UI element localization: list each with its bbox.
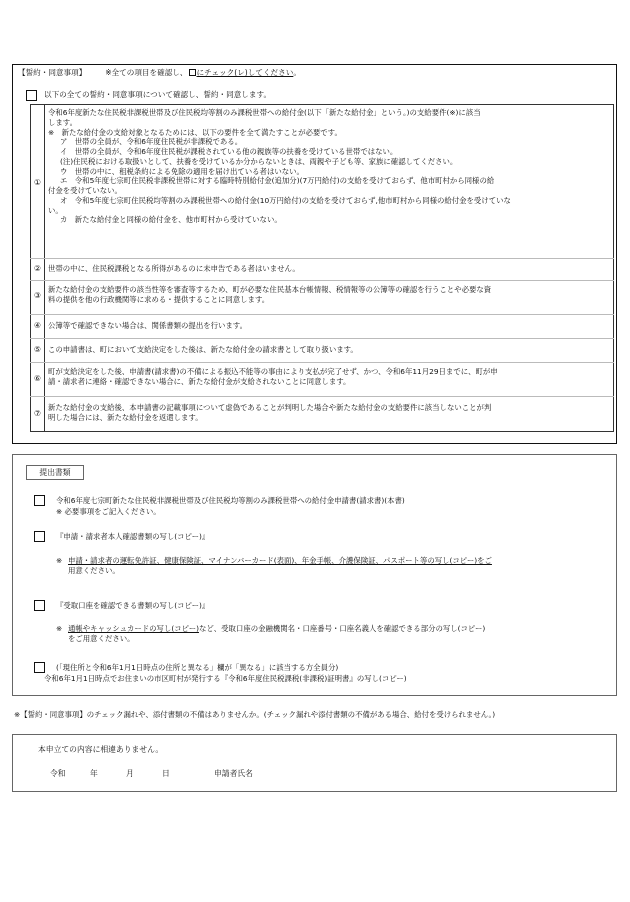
doc2-note: ※ 申請・請求者の運転免許証、健康保険証、マイナンバーカード(表面)、年金手帳、介護保険証、パスポート等の写し(コピー)をご 用意ください。 <box>56 556 492 575</box>
doc4-checkbox[interactable] <box>34 662 45 673</box>
pledge-instruction-underlined: にチェック(レ)してください <box>188 68 294 77</box>
doc1-checkbox[interactable] <box>34 495 45 506</box>
doc4-label-line2: 令和6年1月1日時点でお住まいの市区町村が発行する『令和6年度住民税課税(非課税)証明書』の写し(コピー) <box>44 674 407 683</box>
item-text-7: 新たな給付金の支給後、本申請書の記載事項について虚偽であることが判明した場合や新たな給付金の支給要件に該当しないことが判 明した場合には、新たな給付金を返還します。 <box>48 403 492 422</box>
pledge-number-column-divider <box>44 104 45 432</box>
pledge-title: 【誓約・同意事項】 <box>18 68 87 77</box>
applicant-name-label: 申請者氏名 <box>214 769 253 778</box>
item-number-6: ⑥ <box>33 374 42 383</box>
doc1-label: 令和6年度七宗町新たな住民税非課税世帯及び住民税均等割のみ課税世帯への給付金申請書(請求書)(本書) <box>56 496 405 505</box>
item-divider <box>30 396 614 397</box>
date-era-label: 令和 <box>50 769 66 778</box>
doc2-label: 『申請・請求者本人確認書類の写し(コピー)』 <box>56 532 210 541</box>
item-divider <box>30 362 614 363</box>
item-number-2: ② <box>33 264 42 273</box>
item-text-2: 世帯の中に、住民税課税となる所得があるのに未申告である者はいません。 <box>48 264 300 273</box>
declaration-section <box>12 734 617 792</box>
doc2-checkbox[interactable] <box>34 531 45 542</box>
item-number-3: ③ <box>33 291 42 300</box>
item-number-7: ⑦ <box>33 409 42 418</box>
date-year-label: 年 <box>90 769 98 778</box>
date-day-label: 日 <box>162 769 170 778</box>
item-divider <box>30 258 614 259</box>
item-text-5: この申請書は、町において支給決定をした後は、新たな給付金の請求書として取り扱います。 <box>48 345 358 354</box>
item-number-5: ⑤ <box>33 345 42 354</box>
item-divider <box>30 314 614 315</box>
agree-all-checkbox[interactable] <box>26 90 37 101</box>
doc4-label-line1: (「現住所と令和6年1月1日時点の住所と異なる」欄が「異なる」に該当する方全員分) <box>56 663 339 672</box>
doc1-note: ※ 必要事項をご記入ください。 <box>56 507 161 516</box>
item-text-3: 新たな給付金の支給要件の該当性等を審査等するため、町が必要な住民基本台帳情報、税情報等の公簿等の確認を行うことや必要な資 料の提供を他の行政機関等に求める・提供することに同意します。 <box>48 285 492 304</box>
declaration-statement: 本申立ての内容に相違ありません。 <box>38 745 164 754</box>
checkbox-glyph-icon <box>189 69 196 76</box>
warning-text: ※【誓約・同意事項】のチェック漏れや、添付書類の不備はありませんか。(チェック漏れや添付書類の不備がある場合、給付を受けられません。) <box>14 710 496 719</box>
pledge-instruction-prefix: ※全ての項目を確認し、 <box>105 68 188 77</box>
documents-title: 提出書類 <box>26 465 84 480</box>
doc3-note: ※ 通帳やキャッシュカードの写し(コピー)など、受取口座の金融機関名・口座番号・口座名義人を確認できる部分の写し(コピー) をご用意ください。 <box>56 624 486 643</box>
item-number-4: ④ <box>33 321 42 330</box>
item-divider <box>30 280 614 281</box>
item-text-1: 令和6年度新たな住民税非課税世帯及び住民税均等割のみ課税世帯への給付金(以下「新たな給付金」という。)の支給要件(※)に該当 します。 ※ 新たな給付金の支給対象となるためには、以下の要件を全て満たすことが必要です。 ア 世帯の全員が、令和6年度住民税が非課税である。 イ 世帯の全員が、令和6年度住民税が課税されている他の親族等の扶養を受けている世帯ではない。 (注)住民税における取扱いとして、扶養を受けているか分からないときは、両親や子ども等、家族に確認してください。 ウ 世帯の中に、租税条約による免除の適用を届け出ている者はいない。 エ 令和5年度七宗町住民税非課税世帯に対する臨時特別給付金(追加分)(7万円給付)の支給を受けておらず、他市町村から同様の給 付金を受けていない。 オ 令和5年度七宗町住民税均等割のみ課税世帯への給付金(10万円給付)の支給を受けておらず,他市町村から同様の給付金を受けていな い。 カ 新たな給付金と同様の給付金を、他市町村から受けていない。 <box>48 108 511 225</box>
doc3-checkbox[interactable] <box>34 600 45 611</box>
doc3-label: 『受取口座を確認できる書類の写し(コピー)』 <box>56 601 210 610</box>
pledge-header: 【誓約・同意事項】 ※全ての項目を確認し、 にチェック(レ)してください。 <box>18 68 301 77</box>
date-month-label: 月 <box>126 769 134 778</box>
item-number-1: ① <box>33 178 42 187</box>
agree-all-label: 以下の全ての誓約・同意事項について確認し、誓約・同意します。 <box>44 90 272 99</box>
item-divider <box>30 338 614 339</box>
item-text-6: 町が支給決定をした後、申請書(請求書)の不備による振込不能等の事由により支払が完了せず、かつ、令和6年11月29日までに、町が申 請・請求者に連絡・確認できない場合に、新たな給付金が支給されないことに同意します。 <box>48 367 498 386</box>
item-text-4: 公簿等で確認できない場合は、関係書類の提出を行います。 <box>48 321 247 330</box>
